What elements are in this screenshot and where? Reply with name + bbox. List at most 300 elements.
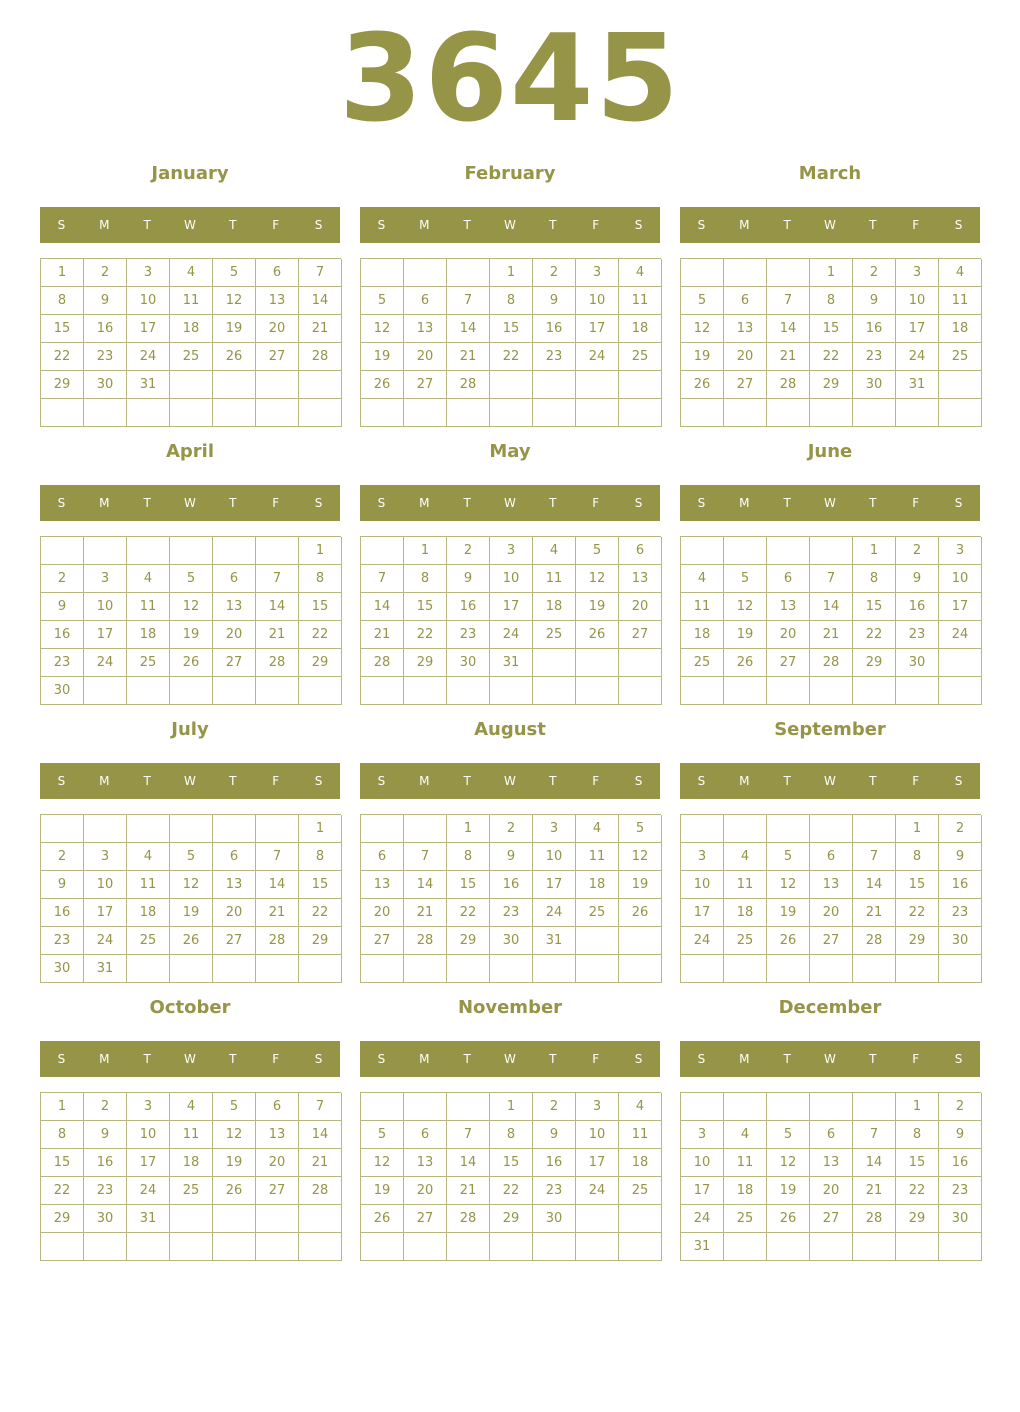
empty-day-cell (361, 537, 404, 565)
empty-day-cell (576, 927, 619, 955)
empty-day-cell (576, 1205, 619, 1233)
empty-day-cell (724, 955, 767, 983)
empty-day-cell (810, 1233, 853, 1261)
day-cell: 27 (256, 1177, 299, 1205)
empty-day-cell (213, 955, 256, 983)
day-cell: 9 (84, 1121, 127, 1149)
day-cell: 7 (404, 843, 447, 871)
empty-day-cell (810, 399, 853, 427)
empty-day-cell (299, 1233, 342, 1261)
day-cell: 11 (127, 871, 170, 899)
day-cell: 25 (619, 1177, 662, 1205)
day-cell: 5 (361, 1121, 404, 1149)
weekday-label: T (549, 218, 557, 232)
day-cell: 22 (404, 621, 447, 649)
day-cell: 17 (84, 621, 127, 649)
day-cell: 20 (213, 621, 256, 649)
day-cell: 17 (127, 1149, 170, 1177)
day-cell: 24 (490, 621, 533, 649)
month-name: March (798, 163, 862, 184)
empty-day-cell (681, 815, 724, 843)
empty-day-cell (490, 1233, 533, 1261)
day-cell: 21 (853, 899, 896, 927)
day-cell: 22 (853, 621, 896, 649)
empty-day-cell (299, 371, 342, 399)
weekday-label: S (954, 496, 963, 510)
weekday-label: S (377, 218, 386, 232)
day-cell: 25 (170, 343, 213, 371)
day-cell: 13 (361, 871, 404, 899)
day-cell: 21 (256, 899, 299, 927)
empty-day-cell (299, 677, 342, 705)
day-cell: 10 (939, 565, 982, 593)
weekday-label: S (697, 218, 706, 232)
day-cell: 4 (170, 259, 213, 287)
weekday-label: S (377, 496, 386, 510)
empty-day-cell (576, 677, 619, 705)
day-cell: 1 (299, 815, 342, 843)
day-grid (360, 1092, 661, 1261)
weekday-label: M (99, 218, 110, 232)
day-cell: 5 (213, 259, 256, 287)
day-cell: 1 (896, 815, 939, 843)
day-cell: 5 (576, 537, 619, 565)
empty-day-cell (939, 677, 982, 705)
weekday-label: S (377, 774, 386, 788)
empty-day-cell (939, 955, 982, 983)
day-cell: 13 (810, 871, 853, 899)
day-cell: 10 (576, 1121, 619, 1149)
day-cell: 29 (896, 927, 939, 955)
empty-day-cell (361, 1093, 404, 1121)
empty-day-cell (767, 1233, 810, 1261)
empty-day-cell (41, 815, 84, 843)
day-cell: 27 (213, 927, 256, 955)
weekday-label: F (272, 496, 280, 510)
empty-day-cell (361, 259, 404, 287)
weekday-label: M (99, 496, 110, 510)
day-cell: 5 (213, 1093, 256, 1121)
weekday-label: M (419, 1052, 430, 1066)
weekday-label: T (229, 774, 237, 788)
day-cell: 23 (41, 927, 84, 955)
empty-day-cell (127, 955, 170, 983)
empty-day-cell (767, 259, 810, 287)
month-name: May (489, 441, 531, 462)
day-cell: 14 (447, 315, 490, 343)
day-grid (40, 1092, 341, 1261)
day-cell: 23 (533, 343, 576, 371)
day-cell: 26 (170, 649, 213, 677)
empty-day-cell (896, 1233, 939, 1261)
day-cell: 21 (447, 343, 490, 371)
weekday-label: T (783, 1052, 791, 1066)
day-cell: 19 (170, 621, 213, 649)
day-cell: 10 (681, 1149, 724, 1177)
weekday-label: W (184, 1052, 196, 1066)
day-cell: 24 (84, 649, 127, 677)
day-cell: 5 (724, 565, 767, 593)
day-cell: 7 (256, 843, 299, 871)
weekday-label: S (697, 1052, 706, 1066)
day-cell: 29 (810, 371, 853, 399)
day-cell: 19 (767, 899, 810, 927)
day-cell: 20 (361, 899, 404, 927)
weekday-header (40, 485, 340, 521)
day-cell: 23 (490, 899, 533, 927)
day-cell: 9 (84, 287, 127, 315)
empty-day-cell (170, 537, 213, 565)
empty-day-cell (84, 399, 127, 427)
day-cell: 9 (939, 1121, 982, 1149)
day-cell: 23 (939, 899, 982, 927)
day-cell: 22 (490, 343, 533, 371)
day-cell: 22 (299, 899, 342, 927)
weekday-label: T (463, 496, 471, 510)
empty-day-cell (127, 399, 170, 427)
day-cell: 18 (576, 871, 619, 899)
weekday-label: W (184, 218, 196, 232)
weekday-label: T (869, 1052, 877, 1066)
day-cell: 28 (256, 649, 299, 677)
day-cell: 30 (896, 649, 939, 677)
day-cell: 19 (767, 1177, 810, 1205)
day-cell: 11 (681, 593, 724, 621)
day-cell: 28 (361, 649, 404, 677)
day-cell: 16 (447, 593, 490, 621)
day-cell: 18 (127, 621, 170, 649)
empty-day-cell (490, 371, 533, 399)
day-cell: 31 (896, 371, 939, 399)
day-cell: 28 (256, 927, 299, 955)
day-cell: 17 (576, 1149, 619, 1177)
day-cell: 13 (256, 1121, 299, 1149)
day-cell: 8 (404, 565, 447, 593)
weekday-label: S (697, 774, 706, 788)
day-cell: 29 (490, 1205, 533, 1233)
day-cell: 25 (619, 343, 662, 371)
weekday-label: T (143, 1052, 151, 1066)
empty-day-cell (170, 399, 213, 427)
day-cell: 2 (84, 1093, 127, 1121)
day-cell: 13 (404, 315, 447, 343)
day-cell: 11 (533, 565, 576, 593)
day-cell: 1 (299, 537, 342, 565)
empty-day-cell (84, 815, 127, 843)
day-cell: 25 (170, 1177, 213, 1205)
day-cell: 21 (361, 621, 404, 649)
weekday-label: W (504, 496, 516, 510)
day-cell: 26 (681, 371, 724, 399)
day-cell: 4 (533, 537, 576, 565)
day-cell: 20 (404, 343, 447, 371)
day-cell: 14 (404, 871, 447, 899)
day-cell: 15 (810, 315, 853, 343)
empty-day-cell (939, 371, 982, 399)
day-cell: 1 (896, 1093, 939, 1121)
day-cell: 17 (84, 899, 127, 927)
day-cell: 3 (490, 537, 533, 565)
weekday-label: S (954, 1052, 963, 1066)
day-cell: 6 (213, 843, 256, 871)
day-cell: 29 (299, 927, 342, 955)
day-cell: 28 (853, 1205, 896, 1233)
day-cell: 7 (361, 565, 404, 593)
day-cell: 23 (896, 621, 939, 649)
day-cell: 24 (84, 927, 127, 955)
empty-day-cell (619, 371, 662, 399)
day-cell: 28 (299, 1177, 342, 1205)
day-cell: 19 (213, 1149, 256, 1177)
month-name: December (778, 997, 882, 1018)
day-cell: 26 (170, 927, 213, 955)
empty-day-cell (681, 259, 724, 287)
day-cell: 23 (533, 1177, 576, 1205)
day-cell: 15 (41, 315, 84, 343)
day-cell: 3 (533, 815, 576, 843)
day-cell: 11 (724, 871, 767, 899)
day-cell: 27 (767, 649, 810, 677)
day-cell: 2 (939, 1093, 982, 1121)
day-cell: 20 (213, 899, 256, 927)
day-cell: 9 (939, 843, 982, 871)
empty-day-cell (127, 537, 170, 565)
weekday-label: W (504, 774, 516, 788)
empty-day-cell (256, 815, 299, 843)
day-cell: 21 (256, 621, 299, 649)
empty-day-cell (213, 677, 256, 705)
day-cell: 11 (170, 287, 213, 315)
empty-day-cell (767, 677, 810, 705)
empty-day-cell (84, 677, 127, 705)
day-cell: 3 (127, 1093, 170, 1121)
weekday-label: F (912, 496, 920, 510)
day-cell: 4 (170, 1093, 213, 1121)
day-cell: 23 (84, 343, 127, 371)
day-cell: 27 (810, 1205, 853, 1233)
day-cell: 12 (361, 1149, 404, 1177)
day-cell: 27 (361, 927, 404, 955)
empty-day-cell (619, 649, 662, 677)
day-cell: 16 (939, 871, 982, 899)
day-cell: 11 (724, 1149, 767, 1177)
day-cell: 11 (576, 843, 619, 871)
day-grid (360, 258, 661, 427)
day-cell: 4 (576, 815, 619, 843)
empty-day-cell (939, 1233, 982, 1261)
day-cell: 10 (84, 871, 127, 899)
day-cell: 10 (533, 843, 576, 871)
day-cell: 18 (533, 593, 576, 621)
weekday-label: T (783, 218, 791, 232)
day-cell: 2 (41, 565, 84, 593)
day-cell: 25 (681, 649, 724, 677)
empty-day-cell (533, 955, 576, 983)
day-cell: 30 (853, 371, 896, 399)
weekday-label: T (549, 496, 557, 510)
empty-day-cell (724, 537, 767, 565)
day-cell: 16 (41, 899, 84, 927)
day-cell: 5 (681, 287, 724, 315)
day-cell: 9 (896, 565, 939, 593)
day-cell: 31 (490, 649, 533, 677)
day-cell: 23 (84, 1177, 127, 1205)
day-cell: 19 (361, 343, 404, 371)
empty-day-cell (681, 677, 724, 705)
day-cell: 24 (533, 899, 576, 927)
day-cell: 7 (853, 1121, 896, 1149)
weekday-label: F (912, 1052, 920, 1066)
weekday-label: W (824, 1052, 836, 1066)
day-cell: 14 (447, 1149, 490, 1177)
day-cell: 5 (619, 815, 662, 843)
day-cell: 22 (299, 621, 342, 649)
day-cell: 11 (939, 287, 982, 315)
day-cell: 6 (767, 565, 810, 593)
day-cell: 6 (810, 1121, 853, 1149)
day-cell: 14 (256, 871, 299, 899)
empty-day-cell (213, 815, 256, 843)
empty-day-cell (404, 677, 447, 705)
day-cell: 19 (619, 871, 662, 899)
weekday-label: M (419, 774, 430, 788)
day-cell: 3 (576, 1093, 619, 1121)
empty-day-cell (533, 677, 576, 705)
empty-day-cell (853, 815, 896, 843)
day-cell: 9 (41, 593, 84, 621)
day-cell: 30 (84, 371, 127, 399)
weekday-label: T (549, 1052, 557, 1066)
day-cell: 21 (810, 621, 853, 649)
weekday-label: F (592, 218, 600, 232)
empty-day-cell (170, 677, 213, 705)
empty-day-cell (619, 927, 662, 955)
empty-day-cell (447, 955, 490, 983)
empty-day-cell (256, 537, 299, 565)
day-cell: 18 (939, 315, 982, 343)
empty-day-cell (299, 1205, 342, 1233)
day-cell: 28 (767, 371, 810, 399)
day-cell: 3 (939, 537, 982, 565)
empty-day-cell (361, 1233, 404, 1261)
day-cell: 1 (810, 259, 853, 287)
day-cell: 1 (490, 1093, 533, 1121)
day-cell: 29 (299, 649, 342, 677)
day-cell: 6 (256, 259, 299, 287)
day-cell: 18 (170, 315, 213, 343)
day-cell: 24 (681, 1205, 724, 1233)
day-cell: 28 (404, 927, 447, 955)
weekday-label: S (634, 496, 643, 510)
empty-day-cell (853, 399, 896, 427)
day-cell: 10 (84, 593, 127, 621)
day-cell: 12 (213, 287, 256, 315)
month-name: February (464, 163, 556, 184)
day-cell: 10 (576, 287, 619, 315)
weekday-label: F (592, 774, 600, 788)
day-cell: 25 (724, 927, 767, 955)
day-cell: 1 (853, 537, 896, 565)
weekday-label: S (377, 1052, 386, 1066)
day-cell: 15 (853, 593, 896, 621)
day-cell: 3 (896, 259, 939, 287)
day-cell: 20 (724, 343, 767, 371)
day-cell: 29 (41, 1205, 84, 1233)
weekday-label: W (504, 218, 516, 232)
weekday-label: T (229, 496, 237, 510)
day-grid (680, 536, 981, 705)
day-cell: 29 (896, 1205, 939, 1233)
day-cell: 4 (619, 1093, 662, 1121)
day-cell: 6 (404, 1121, 447, 1149)
day-cell: 3 (681, 1121, 724, 1149)
day-cell: 20 (810, 899, 853, 927)
month-name: August (474, 719, 546, 740)
day-cell: 18 (724, 1177, 767, 1205)
day-cell: 17 (681, 899, 724, 927)
day-cell: 4 (724, 1121, 767, 1149)
day-cell: 12 (681, 315, 724, 343)
day-cell: 27 (810, 927, 853, 955)
day-cell: 30 (490, 927, 533, 955)
empty-day-cell (213, 399, 256, 427)
day-cell: 3 (84, 565, 127, 593)
day-grid (680, 258, 981, 427)
day-cell: 15 (299, 871, 342, 899)
weekday-header (360, 485, 660, 521)
empty-day-cell (299, 399, 342, 427)
weekday-label: T (783, 774, 791, 788)
empty-day-cell (213, 1205, 256, 1233)
day-cell: 7 (256, 565, 299, 593)
weekday-label: F (592, 1052, 600, 1066)
day-cell: 26 (361, 371, 404, 399)
weekday-label: M (739, 1052, 750, 1066)
weekday-label: F (912, 218, 920, 232)
day-cell: 28 (447, 371, 490, 399)
day-cell: 5 (767, 1121, 810, 1149)
day-cell: 9 (490, 843, 533, 871)
day-cell: 15 (299, 593, 342, 621)
empty-day-cell (404, 399, 447, 427)
day-cell: 6 (619, 537, 662, 565)
day-cell: 12 (767, 871, 810, 899)
day-cell: 24 (939, 621, 982, 649)
day-cell: 14 (299, 287, 342, 315)
weekday-label: S (57, 496, 66, 510)
day-cell: 4 (127, 565, 170, 593)
empty-day-cell (619, 1233, 662, 1261)
empty-day-cell (681, 1093, 724, 1121)
day-cell: 10 (896, 287, 939, 315)
empty-day-cell (447, 259, 490, 287)
empty-day-cell (361, 955, 404, 983)
empty-day-cell (681, 955, 724, 983)
day-cell: 30 (939, 927, 982, 955)
day-cell: 17 (533, 871, 576, 899)
day-cell: 31 (127, 1205, 170, 1233)
day-cell: 2 (490, 815, 533, 843)
day-cell: 15 (896, 871, 939, 899)
day-cell: 19 (170, 899, 213, 927)
day-cell: 21 (299, 315, 342, 343)
weekday-label: T (463, 1052, 471, 1066)
empty-day-cell (724, 1233, 767, 1261)
empty-day-cell (939, 649, 982, 677)
empty-day-cell (170, 955, 213, 983)
day-cell: 2 (533, 259, 576, 287)
day-cell: 3 (84, 843, 127, 871)
